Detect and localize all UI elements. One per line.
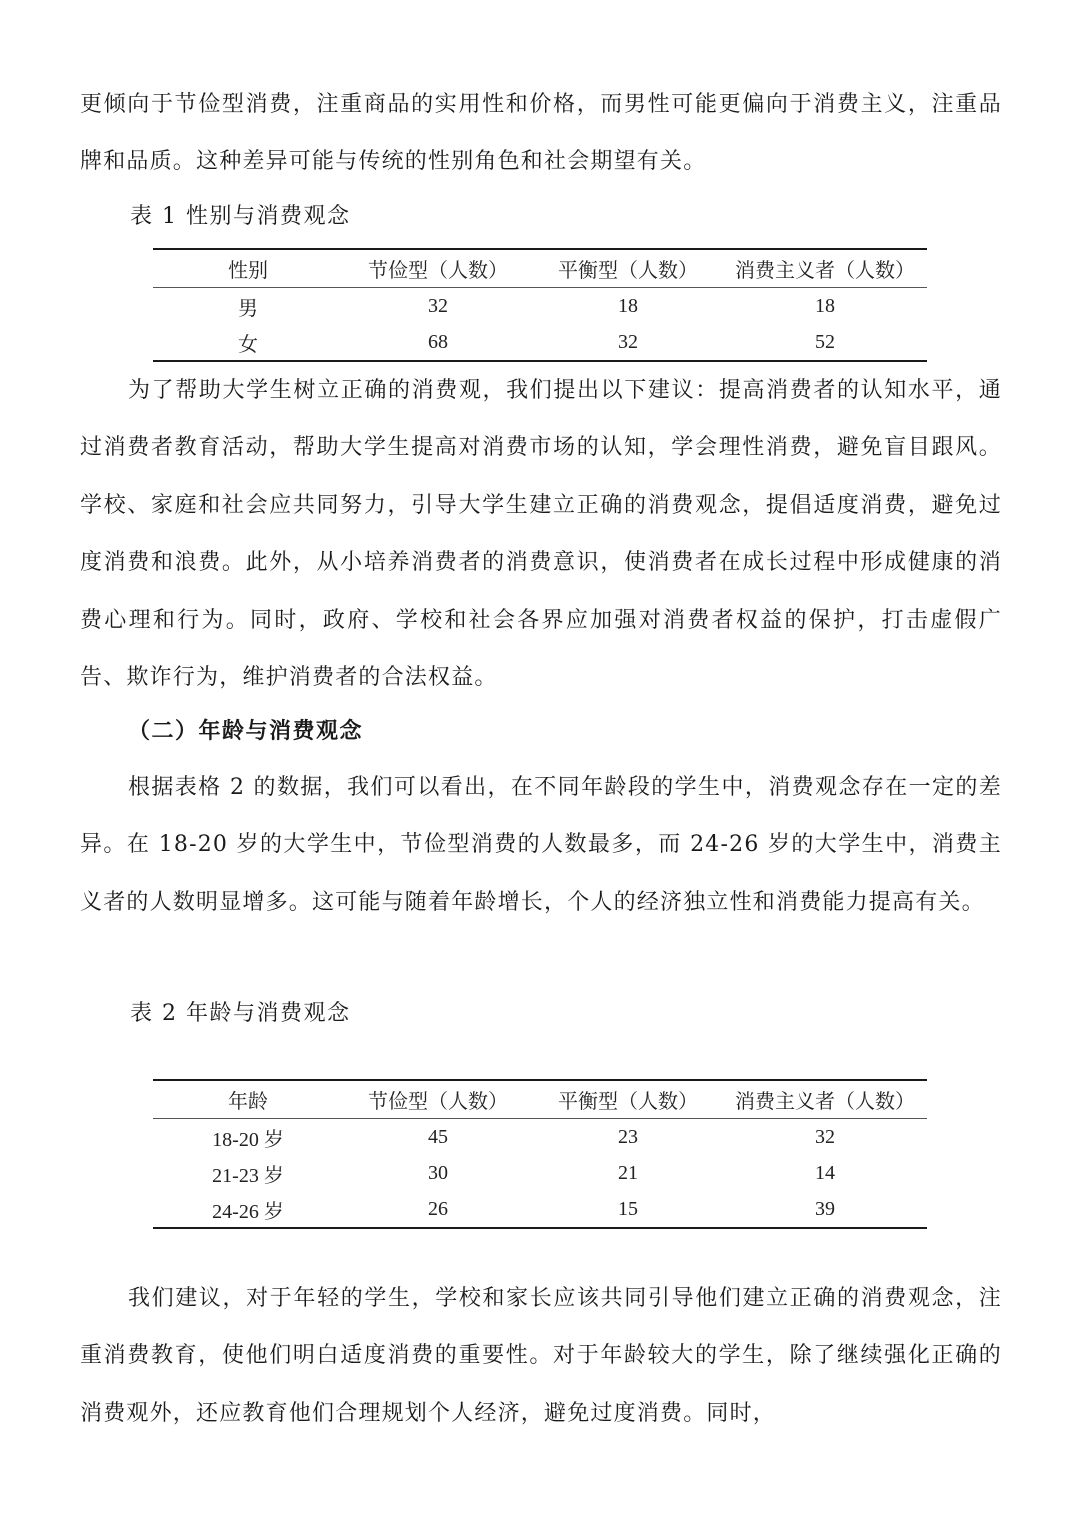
table-cell: 68 bbox=[343, 324, 533, 361]
section-heading-age: （二）年龄与消费观念 bbox=[128, 718, 364, 744]
table-header-cell: 年龄 bbox=[153, 1080, 343, 1119]
table-header-cell: 平衡型（人数） bbox=[533, 249, 723, 288]
table-header-row bbox=[153, 1080, 927, 1119]
paragraph-suggestions: 为了帮助大学生树立正确的消费观，我们提出以下建议：提高消费者的认知水平，通过消费者教育活动，帮助大学生提高对消费市场的认知，学会理性消费，避免盲目跟风。学校、家庭和社会应共同努力，引导大学生建立正确的消费观念，提倡适度消费，避免过度消费和浪费。此外，从小培养消费者的消费意识，使消费者在成长过程中形成健康的消费心理和行为。同时，政府、学校和社会各界应加强对消费者权益的保护，打击虚假广告、欺诈行为，维护消费者的合法权益。 bbox=[80, 378, 1002, 691]
table-gender-consumption bbox=[153, 248, 927, 362]
table-cell: 24-26 岁 bbox=[153, 1191, 343, 1228]
table-header-cell: 性别 bbox=[153, 249, 343, 288]
table-cell: 14 bbox=[815, 1161, 835, 1184]
table-cell: 39 bbox=[723, 1191, 927, 1228]
paragraph-age-analysis: 根据表格 2 的数据，我们可以看出，在不同年龄段的学生中，消费观念存在一定的差异。在 18-20 岁的大学生中，节俭型消费的人数最多，而 24-26 岁的大学生中，消费主义者的人数明显增多。这可能与随着年龄增长，个人的经济独立性和消费能力提高有关。 bbox=[80, 775, 1002, 915]
table-header-cell: 消费主义者（人数） bbox=[723, 249, 927, 288]
table-row bbox=[153, 1155, 927, 1191]
table-header-cell: 平衡型（人数） bbox=[533, 1080, 723, 1119]
table-row bbox=[153, 1119, 927, 1156]
table-cell: 21-23 岁 bbox=[212, 1164, 284, 1187]
table-header-row bbox=[153, 249, 927, 288]
table-cell: 45 bbox=[428, 1125, 448, 1148]
table-row bbox=[153, 1191, 927, 1228]
table-cell: 32 bbox=[533, 324, 723, 361]
table-cell: 30 bbox=[428, 1161, 448, 1184]
table-cell: 26 bbox=[343, 1191, 533, 1228]
table-cell: 32 bbox=[815, 1125, 835, 1148]
paragraph-age-suggestions: 我们建议，对于年轻的学生，学校和家长应该共同引导他们建立正确的消费观念，注重消费教育，使他们明白适度消费的重要性。对于年龄较大的学生，除了继续强化正确的消费观外，还应教育他们合理规划个人经济，避免过度消费。同时， bbox=[80, 1286, 1002, 1426]
table-cell: 32 bbox=[428, 294, 448, 317]
table-cell: 男 bbox=[238, 297, 258, 320]
table-cell: 18 bbox=[618, 294, 638, 317]
table-header-cell: 节俭型（人数） bbox=[343, 249, 533, 288]
table-header-cell: 消费主义者（人数） bbox=[723, 1080, 927, 1119]
table-cell: 15 bbox=[533, 1191, 723, 1228]
table-row bbox=[153, 288, 927, 325]
table-cell: 18-20 岁 bbox=[212, 1128, 284, 1151]
table-cell: 18 bbox=[815, 294, 835, 317]
paragraph-gender-conclusion: 更倾向于节俭型消费，注重商品的实用性和价格，而男性可能更偏向于消费主义，注重品牌和品质。这种差异可能与传统的性别角色和社会期望有关。 bbox=[80, 92, 1002, 175]
table-cell: 女 bbox=[153, 324, 343, 361]
table1-caption: 表 1 性别与消费观念 bbox=[130, 204, 351, 229]
table-cell: 52 bbox=[723, 324, 927, 361]
table-age-consumption bbox=[153, 1079, 927, 1229]
table-header-cell: 节俭型（人数） bbox=[343, 1080, 533, 1119]
table-cell: 21 bbox=[618, 1161, 638, 1184]
table-row bbox=[153, 324, 927, 361]
table2-caption: 表 2 年龄与消费观念 bbox=[130, 1001, 351, 1026]
table-cell: 23 bbox=[618, 1125, 638, 1148]
